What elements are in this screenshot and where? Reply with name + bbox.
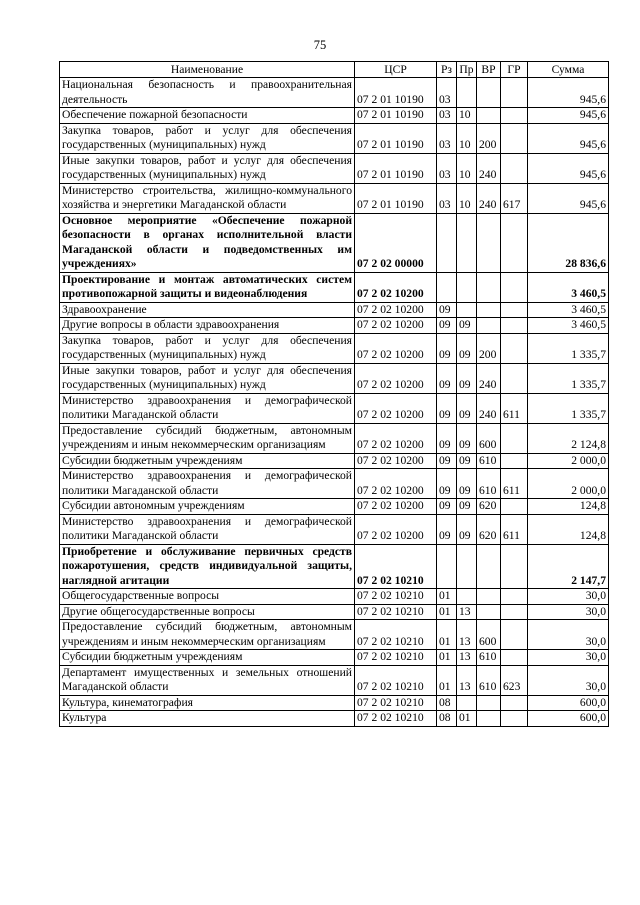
row-sum-cell: 3 460,5 [528, 318, 609, 334]
table-row [60, 620, 609, 650]
row-gr-cell [501, 78, 528, 108]
row-pr-cell: 13 [457, 620, 477, 650]
row-gr-cell [501, 363, 528, 393]
table-row [60, 650, 609, 666]
row-csr-cell: 07 2 02 10200 [355, 469, 437, 499]
table-body [60, 78, 609, 727]
row-csr-cell: 07 2 02 10200 [355, 499, 437, 515]
table-row [60, 665, 609, 695]
column-header-csr: ЦСР [355, 62, 437, 78]
row-pr-cell: 10 [457, 108, 477, 124]
row-name-cell: Культура [60, 711, 355, 727]
row-gr-cell [501, 213, 528, 272]
row-gr-cell [501, 589, 528, 605]
row-pr-cell [457, 272, 477, 302]
row-rz-cell: 01 [437, 620, 457, 650]
row-sum-cell: 2 000,0 [528, 469, 609, 499]
row-vr-cell [477, 711, 501, 727]
row-sum-cell: 2 000,0 [528, 453, 609, 469]
table-row [60, 333, 609, 363]
row-vr-cell [477, 604, 501, 620]
row-gr-cell [501, 272, 528, 302]
row-vr-cell: 240 [477, 363, 501, 393]
row-vr-cell: 610 [477, 453, 501, 469]
row-name-cell: Здравоохранение [60, 302, 355, 318]
row-gr-cell [501, 333, 528, 363]
row-csr-cell: 07 2 02 10210 [355, 695, 437, 711]
row-gr-cell [501, 604, 528, 620]
row-csr-cell: 07 2 02 10200 [355, 272, 437, 302]
row-name-cell: Другие вопросы в области здравоохранения [60, 318, 355, 334]
table-row [60, 695, 609, 711]
row-gr-cell [501, 711, 528, 727]
table-row [60, 363, 609, 393]
row-sum-cell: 124,8 [528, 499, 609, 515]
row-rz-cell: 09 [437, 363, 457, 393]
row-gr-cell [501, 123, 528, 153]
table-row [60, 453, 609, 469]
row-vr-cell: 610 [477, 650, 501, 666]
row-pr-cell: 13 [457, 650, 477, 666]
table-row [60, 183, 609, 213]
row-pr-cell: 09 [457, 499, 477, 515]
row-name-cell: Департамент имущественных и земельных отношений Магаданской области [60, 665, 355, 695]
row-vr-cell [477, 318, 501, 334]
row-sum-cell: 30,0 [528, 650, 609, 666]
row-pr-cell [457, 78, 477, 108]
row-sum-cell: 30,0 [528, 589, 609, 605]
row-vr-cell: 620 [477, 514, 501, 544]
row-rz-cell: 01 [437, 650, 457, 666]
row-sum-cell: 30,0 [528, 665, 609, 695]
table-row [60, 469, 609, 499]
row-vr-cell: 200 [477, 123, 501, 153]
row-pr-cell [457, 213, 477, 272]
row-pr-cell: 13 [457, 604, 477, 620]
row-pr-cell: 10 [457, 153, 477, 183]
row-vr-cell: 610 [477, 665, 501, 695]
row-rz-cell: 03 [437, 123, 457, 153]
row-gr-cell: 617 [501, 183, 528, 213]
row-name-cell: Проектирование и монтаж автоматических систем противопожарной защиты и видеонаблюдения [60, 272, 355, 302]
table-row [60, 302, 609, 318]
table-row [60, 153, 609, 183]
row-csr-cell: 07 2 02 10200 [355, 363, 437, 393]
row-rz-cell: 03 [437, 108, 457, 124]
row-vr-cell: 600 [477, 423, 501, 453]
table-row [60, 544, 609, 589]
row-gr-cell [501, 544, 528, 589]
table-row [60, 108, 609, 124]
row-csr-cell: 07 2 02 10200 [355, 333, 437, 363]
row-pr-cell: 09 [457, 423, 477, 453]
row-pr-cell: 09 [457, 363, 477, 393]
row-name-cell: Иные закупки товаров, работ и услуг для обеспечения государственных (муниципальных) нужд [60, 153, 355, 183]
row-csr-cell: 07 2 02 10200 [355, 393, 437, 423]
row-sum-cell: 600,0 [528, 711, 609, 727]
row-name-cell: Национальная безопасность и правоохранительная деятельность [60, 78, 355, 108]
row-name-cell: Обеспечение пожарной безопасности [60, 108, 355, 124]
row-pr-cell: 09 [457, 469, 477, 499]
row-rz-cell [437, 272, 457, 302]
row-name-cell: Субсидии автономным учреждениям [60, 499, 355, 515]
row-sum-cell: 124,8 [528, 514, 609, 544]
row-gr-cell [501, 695, 528, 711]
row-rz-cell: 03 [437, 78, 457, 108]
row-csr-cell: 07 2 01 10190 [355, 153, 437, 183]
row-name-cell: Основное мероприятие «Обеспечение пожарной безопасности в органах исполнительной власти Магаданской области и подведомственных им учреждениях» [60, 213, 355, 272]
table-row [60, 318, 609, 334]
row-vr-cell: 610 [477, 469, 501, 499]
row-name-cell: Другие общегосударственные вопросы [60, 604, 355, 620]
row-rz-cell: 09 [437, 499, 457, 515]
row-sum-cell: 945,6 [528, 78, 609, 108]
row-name-cell: Приобретение и обслуживание первичных средств пожаротушения, средств индивидуальной защиты, наглядной агитации [60, 544, 355, 589]
row-vr-cell [477, 544, 501, 589]
row-gr-cell [501, 453, 528, 469]
row-sum-cell: 30,0 [528, 604, 609, 620]
row-gr-cell [501, 108, 528, 124]
row-sum-cell: 945,6 [528, 123, 609, 153]
row-name-cell: Министерство здравоохранения и демографической политики Магаданской области [60, 469, 355, 499]
budget-table [59, 61, 609, 727]
table-row [60, 604, 609, 620]
row-gr-cell [501, 620, 528, 650]
row-csr-cell: 07 2 01 10190 [355, 78, 437, 108]
table-row [60, 423, 609, 453]
table-row [60, 123, 609, 153]
row-rz-cell: 09 [437, 514, 457, 544]
row-name-cell: Общегосударственные вопросы [60, 589, 355, 605]
row-rz-cell: 01 [437, 604, 457, 620]
row-rz-cell: 03 [437, 153, 457, 183]
row-pr-cell: 09 [457, 333, 477, 363]
row-pr-cell [457, 695, 477, 711]
row-vr-cell: 240 [477, 393, 501, 423]
row-name-cell: Закупка товаров, работ и услуг для обеспечения государственных (муниципальных) нужд [60, 123, 355, 153]
row-rz-cell: 09 [437, 333, 457, 363]
row-rz-cell: 09 [437, 302, 457, 318]
row-sum-cell: 2 147,7 [528, 544, 609, 589]
row-vr-cell: 240 [477, 153, 501, 183]
row-rz-cell: 01 [437, 589, 457, 605]
row-sum-cell: 28 836,6 [528, 213, 609, 272]
row-csr-cell: 07 2 02 10210 [355, 544, 437, 589]
row-csr-cell: 07 2 02 10200 [355, 302, 437, 318]
row-rz-cell: 01 [437, 665, 457, 695]
row-sum-cell: 1 335,7 [528, 363, 609, 393]
row-gr-cell [501, 302, 528, 318]
row-sum-cell: 945,6 [528, 183, 609, 213]
row-sum-cell: 3 460,5 [528, 272, 609, 302]
row-rz-cell: 09 [437, 453, 457, 469]
row-gr-cell: 611 [501, 393, 528, 423]
row-sum-cell: 2 124,8 [528, 423, 609, 453]
row-vr-cell [477, 213, 501, 272]
table-row [60, 589, 609, 605]
row-rz-cell: 03 [437, 183, 457, 213]
row-name-cell: Закупка товаров, работ и услуг для обеспечения государственных (муниципальных) нужд [60, 333, 355, 363]
row-csr-cell: 07 2 02 10200 [355, 514, 437, 544]
row-name-cell: Министерство здравоохранения и демографической политики Магаданской области [60, 393, 355, 423]
row-pr-cell: 09 [457, 318, 477, 334]
row-csr-cell: 07 2 02 00000 [355, 213, 437, 272]
row-gr-cell [501, 153, 528, 183]
row-rz-cell: 08 [437, 711, 457, 727]
row-name-cell: Предоставление субсидий бюджетным, автономным учреждениям и иным некоммерческим организациям [60, 620, 355, 650]
row-rz-cell [437, 544, 457, 589]
table-row [60, 272, 609, 302]
row-pr-cell [457, 544, 477, 589]
row-vr-cell [477, 272, 501, 302]
row-gr-cell [501, 318, 528, 334]
row-gr-cell [501, 650, 528, 666]
row-rz-cell [437, 213, 457, 272]
row-sum-cell: 945,6 [528, 108, 609, 124]
row-pr-cell: 10 [457, 183, 477, 213]
row-csr-cell: 07 2 01 10190 [355, 123, 437, 153]
column-header-name: Наименование [60, 62, 355, 78]
column-header-pr: Пр [457, 62, 477, 78]
row-csr-cell: 07 2 02 10210 [355, 711, 437, 727]
row-csr-cell: 07 2 01 10190 [355, 108, 437, 124]
row-csr-cell: 07 2 02 10200 [355, 453, 437, 469]
row-pr-cell [457, 302, 477, 318]
row-rz-cell: 09 [437, 318, 457, 334]
row-pr-cell: 09 [457, 393, 477, 423]
row-vr-cell: 620 [477, 499, 501, 515]
row-gr-cell: 623 [501, 665, 528, 695]
row-gr-cell: 611 [501, 469, 528, 499]
row-rz-cell: 09 [437, 393, 457, 423]
row-vr-cell [477, 108, 501, 124]
row-sum-cell: 3 460,5 [528, 302, 609, 318]
row-rz-cell: 09 [437, 469, 457, 499]
row-vr-cell [477, 695, 501, 711]
row-vr-cell [477, 589, 501, 605]
row-csr-cell: 07 2 02 10200 [355, 423, 437, 453]
table-row [60, 393, 609, 423]
row-name-cell: Субсидии бюджетным учреждениям [60, 650, 355, 666]
row-sum-cell: 1 335,7 [528, 393, 609, 423]
column-header-vr: ВР [477, 62, 501, 78]
row-csr-cell: 07 2 02 10210 [355, 650, 437, 666]
row-vr-cell: 200 [477, 333, 501, 363]
row-name-cell: Министерство здравоохранения и демографической политики Магаданской области [60, 514, 355, 544]
row-pr-cell: 13 [457, 665, 477, 695]
row-sum-cell: 30,0 [528, 620, 609, 650]
row-sum-cell: 945,6 [528, 153, 609, 183]
row-sum-cell: 600,0 [528, 695, 609, 711]
row-rz-cell: 09 [437, 423, 457, 453]
row-pr-cell: 09 [457, 514, 477, 544]
row-csr-cell: 07 2 02 10210 [355, 589, 437, 605]
row-csr-cell: 07 2 02 10210 [355, 665, 437, 695]
row-vr-cell: 600 [477, 620, 501, 650]
table-row [60, 213, 609, 272]
row-csr-cell: 07 2 01 10190 [355, 183, 437, 213]
row-csr-cell: 07 2 02 10210 [355, 620, 437, 650]
table-row [60, 499, 609, 515]
row-vr-cell [477, 78, 501, 108]
row-pr-cell: 01 [457, 711, 477, 727]
row-gr-cell: 611 [501, 514, 528, 544]
table-row [60, 78, 609, 108]
row-vr-cell: 240 [477, 183, 501, 213]
row-name-cell: Субсидии бюджетным учреждениям [60, 453, 355, 469]
row-pr-cell [457, 589, 477, 605]
row-name-cell: Культура, кинематография [60, 695, 355, 711]
row-name-cell: Министерство строительства, жилищно-коммунального хозяйства и энергетики Магаданской области [60, 183, 355, 213]
row-pr-cell: 09 [457, 453, 477, 469]
table-header-row [60, 62, 609, 78]
page-number: 75 [313, 38, 327, 52]
row-csr-cell: 07 2 02 10200 [355, 318, 437, 334]
table-row [60, 711, 609, 727]
column-header-gr: ГР [501, 62, 528, 78]
row-name-cell: Предоставление субсидий бюджетным, автономным учреждениям и иным некоммерческим организациям [60, 423, 355, 453]
row-vr-cell [477, 302, 501, 318]
row-name-cell: Иные закупки товаров, работ и услуг для обеспечения государственных (муниципальных) нужд [60, 363, 355, 393]
row-pr-cell: 10 [457, 123, 477, 153]
row-csr-cell: 07 2 02 10210 [355, 604, 437, 620]
row-gr-cell [501, 423, 528, 453]
column-header-sum: Сумма [528, 62, 609, 78]
row-gr-cell [501, 499, 528, 515]
table-row [60, 514, 609, 544]
row-sum-cell: 1 335,7 [528, 333, 609, 363]
row-rz-cell: 08 [437, 695, 457, 711]
column-header-rz: Рз [437, 62, 457, 78]
